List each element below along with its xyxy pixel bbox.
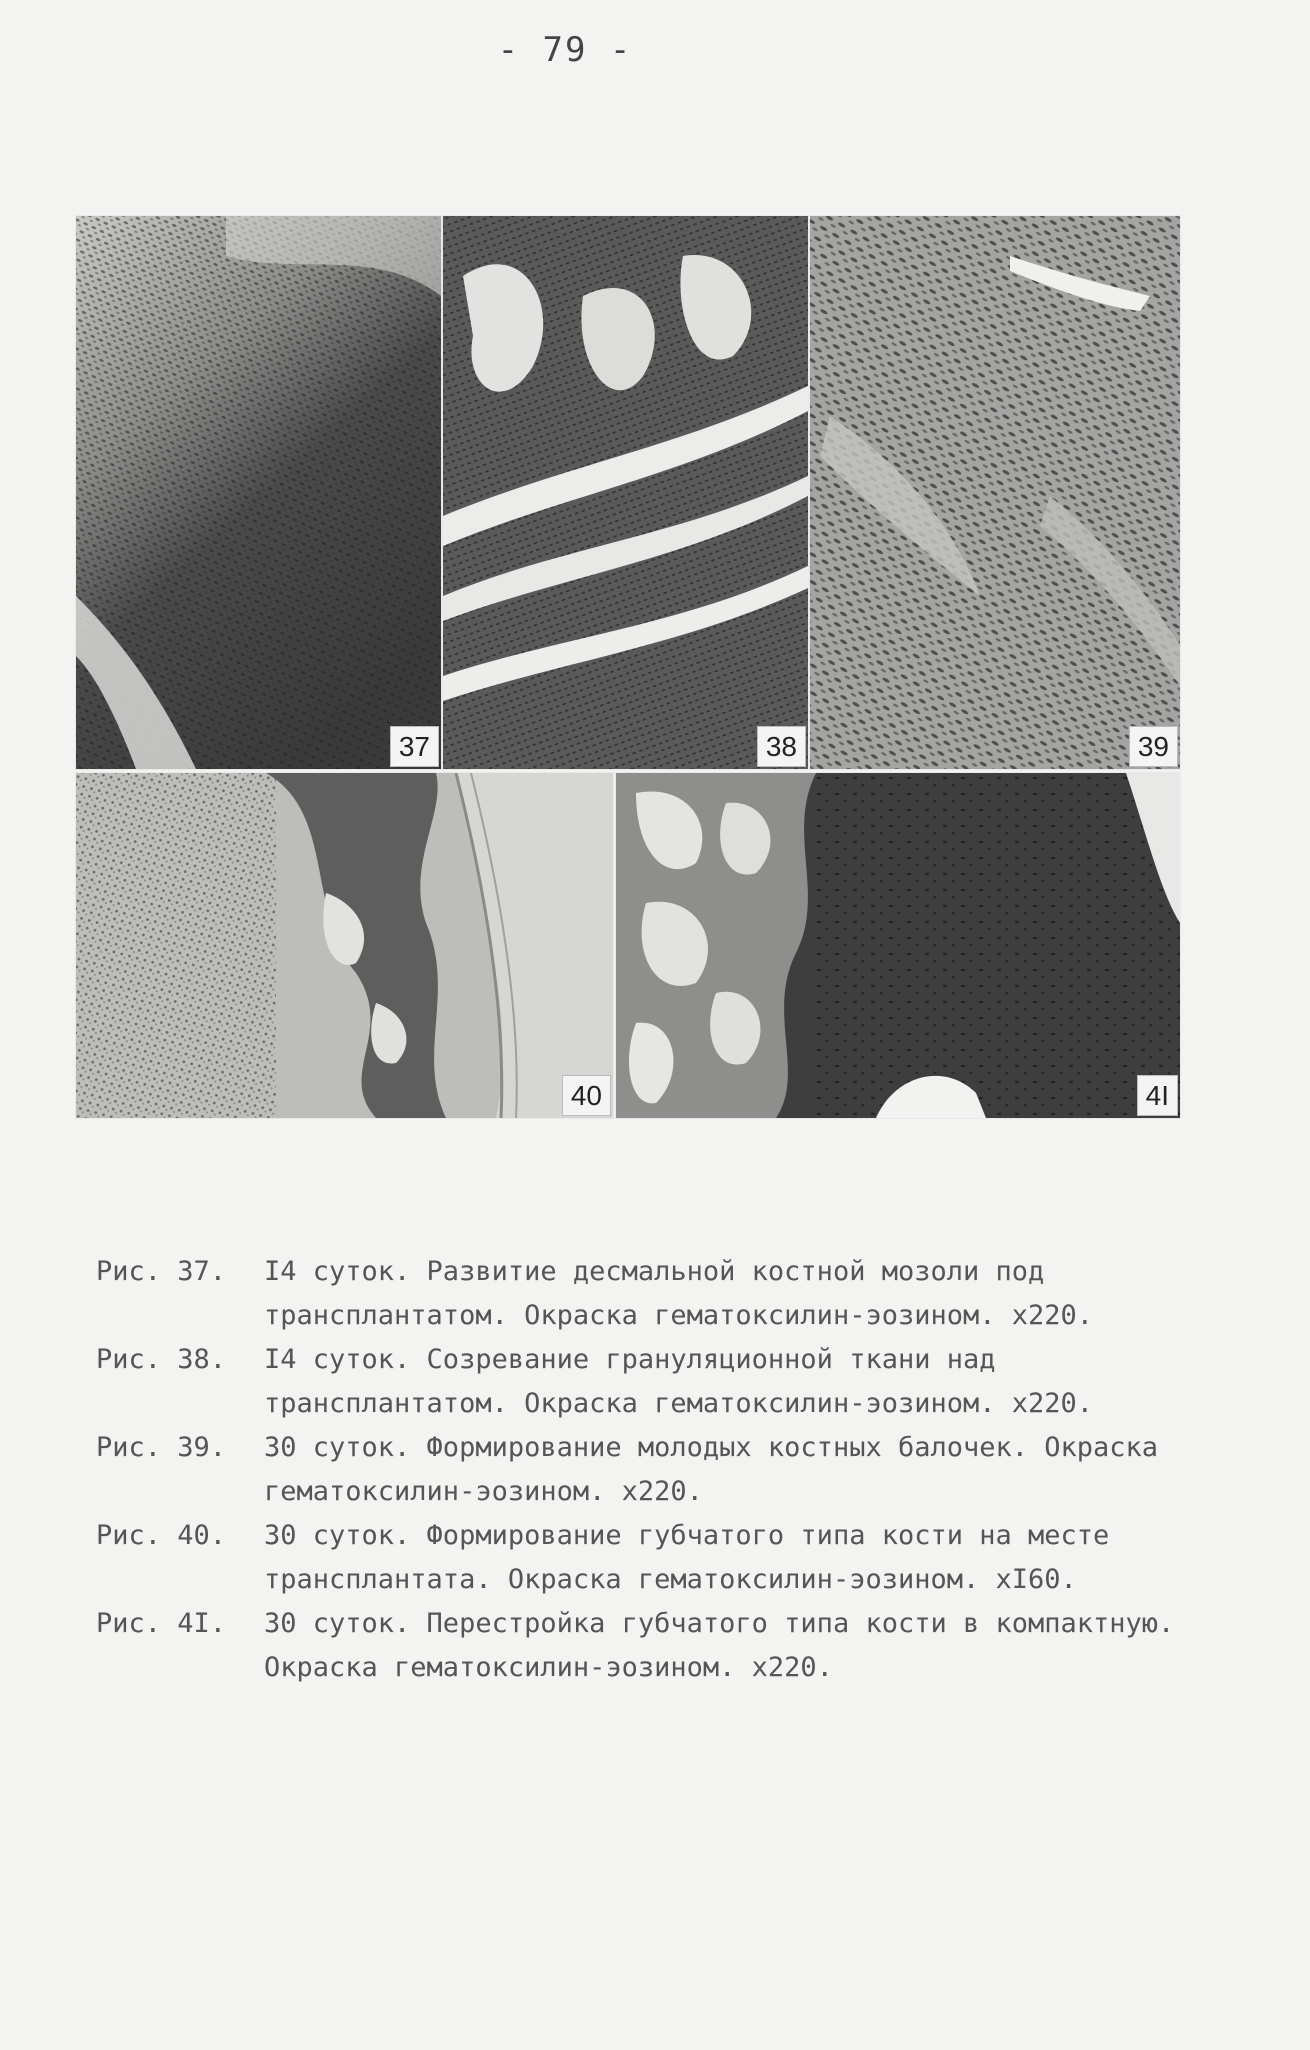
figure-label-39: 39 <box>1129 726 1178 767</box>
caption-41 <box>96 1602 1246 1690</box>
micrograph-39 <box>809 215 1181 770</box>
caption-38 <box>96 1338 1246 1426</box>
caption-text: I4 суток. Развитие десмальной костной мозоли под трансплантатом. Окраска гематоксилин-эозином. x220. <box>264 1256 1094 1331</box>
micrograph-40-image <box>76 773 613 1118</box>
caption-text: 30 суток. Формирование губчатого типа кости на месте трансплантата. Окраска гематоксилин-эозином. xI60. <box>264 1520 1110 1595</box>
caption-label: Рис. 37. <box>96 1256 227 1287</box>
micrograph-39-image <box>810 216 1180 769</box>
caption-label: Рис. 39. <box>96 1432 227 1463</box>
caption-label: Рис. 4I. <box>96 1608 227 1639</box>
figure-label-37: 37 <box>390 726 439 767</box>
caption-text: 30 суток. Формирование молодых костных балочек. Окраска гематоксилин-эозином. x220. <box>264 1432 1159 1507</box>
micrograph-38-image <box>443 216 808 769</box>
micrograph-37 <box>75 215 442 770</box>
caption-39 <box>96 1426 1246 1514</box>
figure-label-40: 40 <box>562 1075 611 1116</box>
micrograph-41 <box>615 772 1181 1119</box>
micrograph-37-image <box>76 216 441 769</box>
micrograph-40 <box>75 772 614 1119</box>
figure-label-38: 38 <box>757 726 806 767</box>
caption-label: Рис. 38. <box>96 1344 227 1375</box>
figure-captions <box>96 1250 1246 1690</box>
page-number: - 79 - <box>497 30 633 70</box>
caption-text: I4 суток. Созревание грануляционной ткани над трансплантатом. Окраска гематоксилин-эозином. x220. <box>264 1344 1094 1419</box>
caption-text: 30 суток. Перестройка губчатого типа кости в компактную. Окраска гематоксилин-эозином. x220. <box>264 1608 1175 1683</box>
caption-40 <box>96 1514 1246 1602</box>
figure-label-41: 4I <box>1137 1075 1178 1116</box>
figure-plate <box>70 215 1190 1115</box>
caption-label: Рис. 40. <box>96 1520 227 1551</box>
micrograph-41-image <box>616 773 1180 1118</box>
caption-37 <box>96 1250 1246 1338</box>
micrograph-38 <box>442 215 809 770</box>
